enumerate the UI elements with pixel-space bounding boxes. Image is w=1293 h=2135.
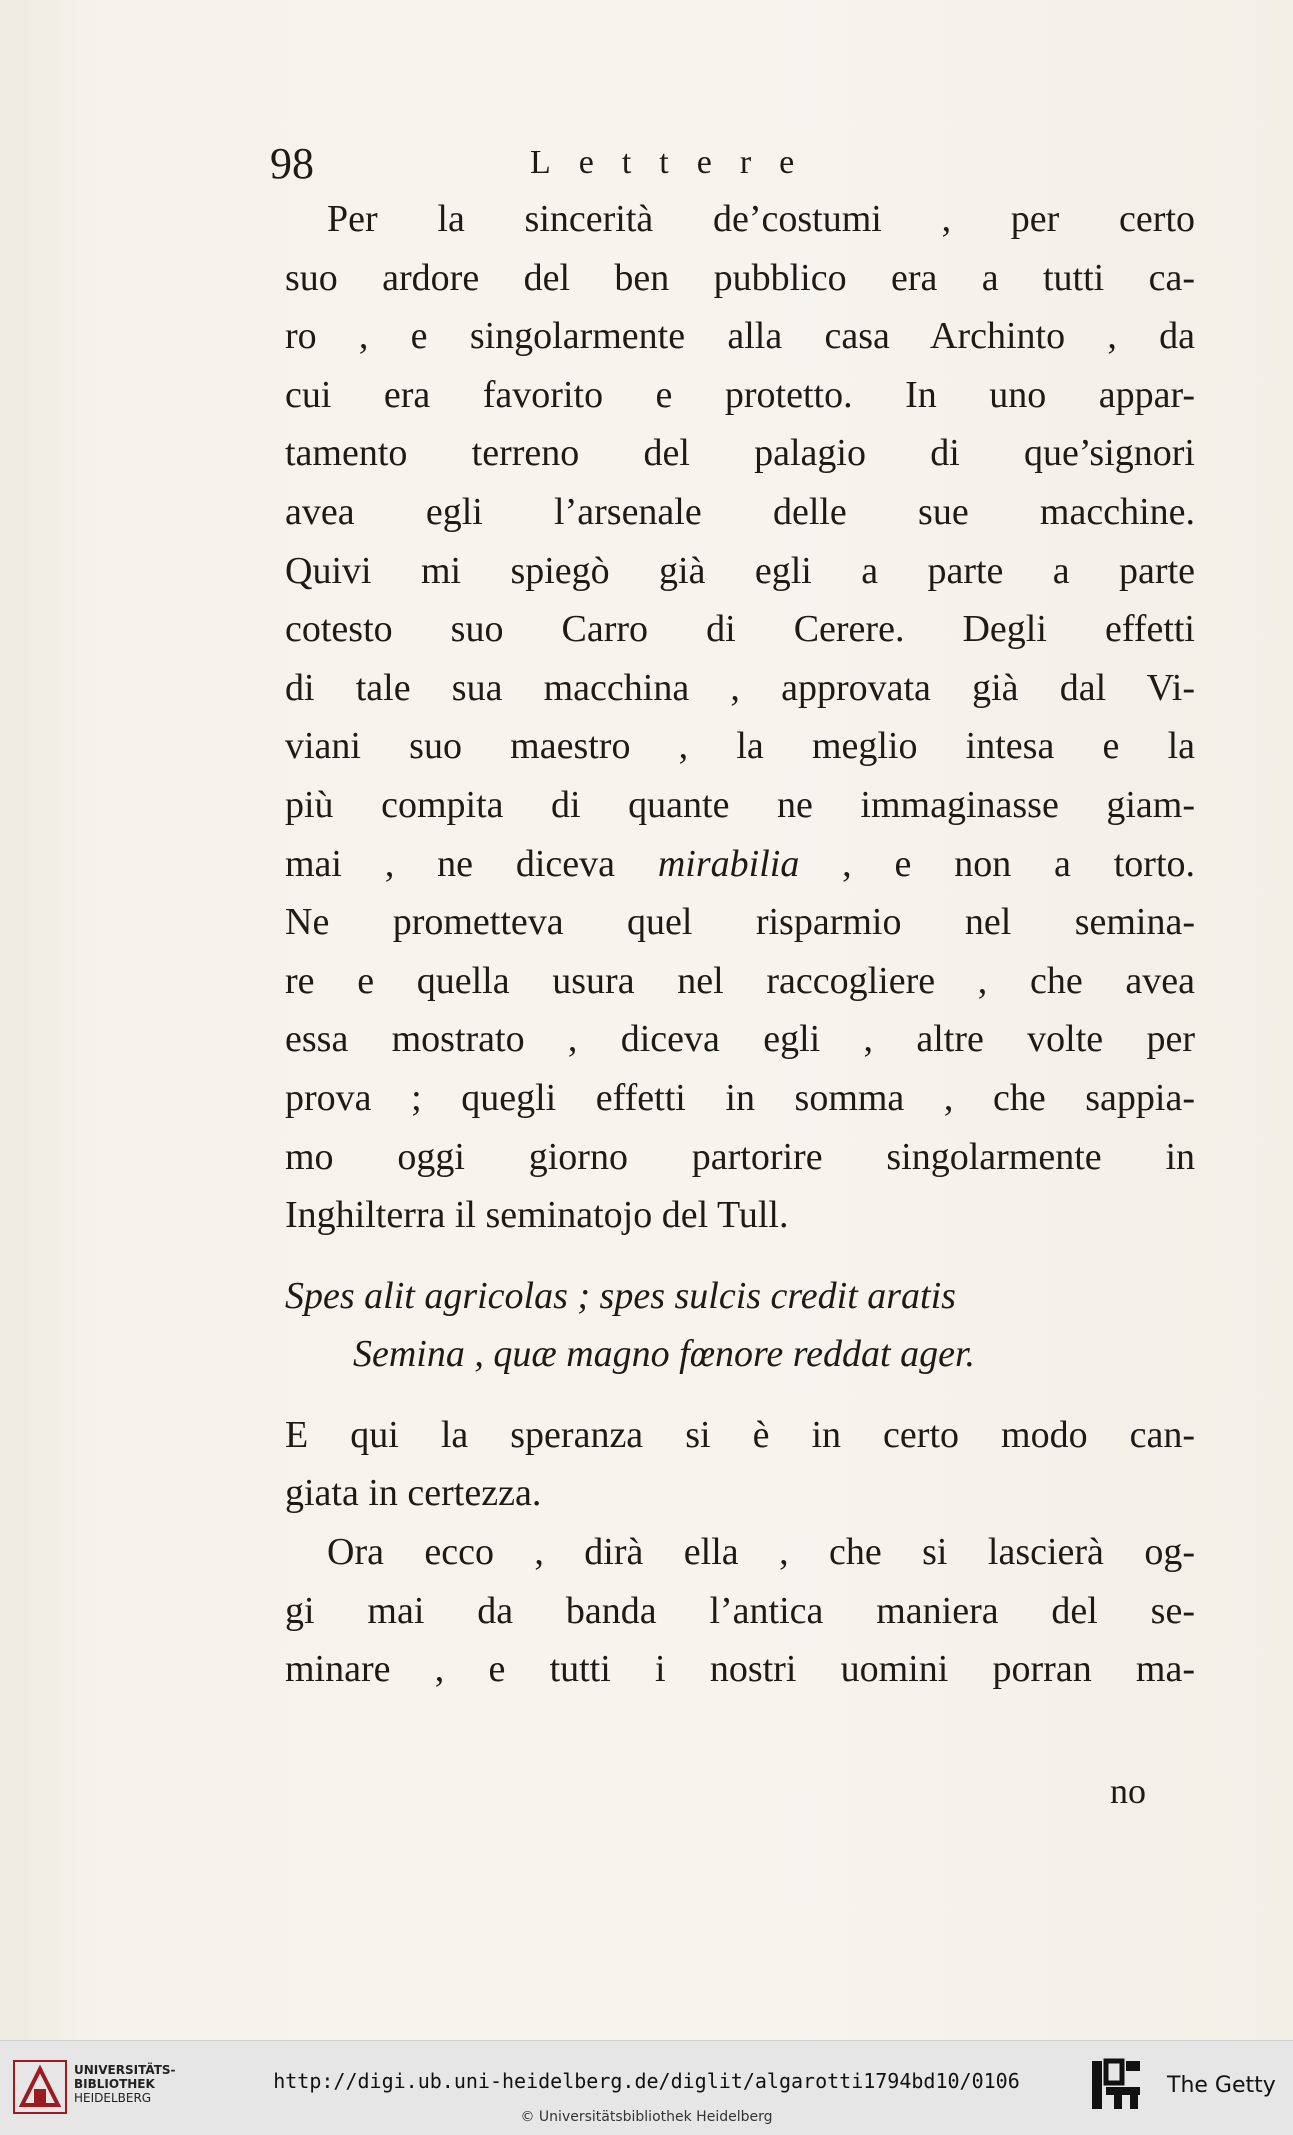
text-line: viani suo maestro , la meglio intesa e la bbox=[285, 725, 1195, 768]
text-line: di tale sua macchina , approvata già dal Vi- bbox=[285, 666, 1195, 709]
text-line-mirabilia bbox=[285, 835, 1195, 894]
text-line: Ora ecco , dirà ella , che si lascierà og- bbox=[327, 1531, 1195, 1574]
catchword: no bbox=[1110, 1771, 1146, 1811]
text-line: Quivi mi spiegò già egli a parte a parte bbox=[285, 549, 1195, 592]
permalink-url[interactable]: http://digi.ub.uni-heidelberg.de/diglit/algarotti1794bd10/0106 bbox=[273, 2069, 1020, 2093]
text-line: prova ; quegli effetti in somma , che sappia- bbox=[285, 1076, 1195, 1119]
text-line: Ne prometteva quel risparmio nel semina- bbox=[285, 901, 1195, 944]
text-line: re e quella usura nel raccogliere , che avea bbox=[285, 959, 1195, 1002]
running-head bbox=[270, 138, 1170, 198]
text-line: minare , e tutti i nostri uomini porran ma- bbox=[285, 1648, 1195, 1691]
verse-line: Semina , quæ magno fœnore reddat ager. bbox=[353, 1333, 976, 1376]
text-line: tamento terreno del palagio di que’signori bbox=[285, 432, 1195, 475]
text-line: suo ardore del ben pubblico era a tutti ca- bbox=[285, 256, 1195, 299]
library-name-line: HEIDELBERG bbox=[74, 2091, 152, 2105]
copyright-notice: © Universitätsbibliothek Heidelberg bbox=[520, 2109, 773, 2125]
viewer-footer bbox=[0, 2040, 1293, 2135]
getty-name: The Getty bbox=[1167, 2073, 1276, 2098]
text-line: cui era favorito e protetto. In uno appar- bbox=[285, 373, 1195, 416]
getty-logo-icon[interactable] bbox=[1088, 2057, 1144, 2113]
page-number: 98 bbox=[270, 139, 314, 188]
text-line: ro , e singolarmente alla casa Archinto , da bbox=[285, 315, 1195, 358]
text-segment: mai , ne diceva bbox=[285, 842, 616, 885]
text-line: E qui la speranza si è in certo modo can- bbox=[285, 1413, 1195, 1456]
library-name-line: BIBLIOTHEK bbox=[74, 2077, 155, 2091]
library-name-line: UNIVERSITÄTS- bbox=[74, 2063, 176, 2077]
italic-word: mirabilia bbox=[657, 842, 800, 885]
text-line: cotesto suo Carro di Cerere. Degli effetti bbox=[285, 608, 1195, 651]
text-segment: , e non a torto. bbox=[842, 842, 1196, 885]
running-title: Lettere bbox=[530, 144, 823, 181]
text-line: giata in certezza. bbox=[285, 1472, 542, 1515]
text-line: mo oggi giorno partorire singolarmente in bbox=[285, 1135, 1195, 1178]
text-line: essa mostrato , diceva egli , altre volte per bbox=[285, 1018, 1195, 1061]
text-line: Per la sincerità de’costumi , per certo bbox=[327, 198, 1195, 240]
text-line: più compita di quante ne immaginasse giam- bbox=[285, 783, 1195, 826]
body-text bbox=[285, 190, 1195, 1699]
text-line: Inghilterra il seminatojo del Tull. bbox=[285, 1194, 789, 1237]
text-line: avea egli l’arsenale delle sue macchine. bbox=[285, 490, 1195, 533]
text-line: gi mai da banda l’antica maniera del se- bbox=[285, 1589, 1195, 1632]
verse-line: Spes alit agricolas ; spes sulcis credit aratis bbox=[285, 1274, 956, 1317]
